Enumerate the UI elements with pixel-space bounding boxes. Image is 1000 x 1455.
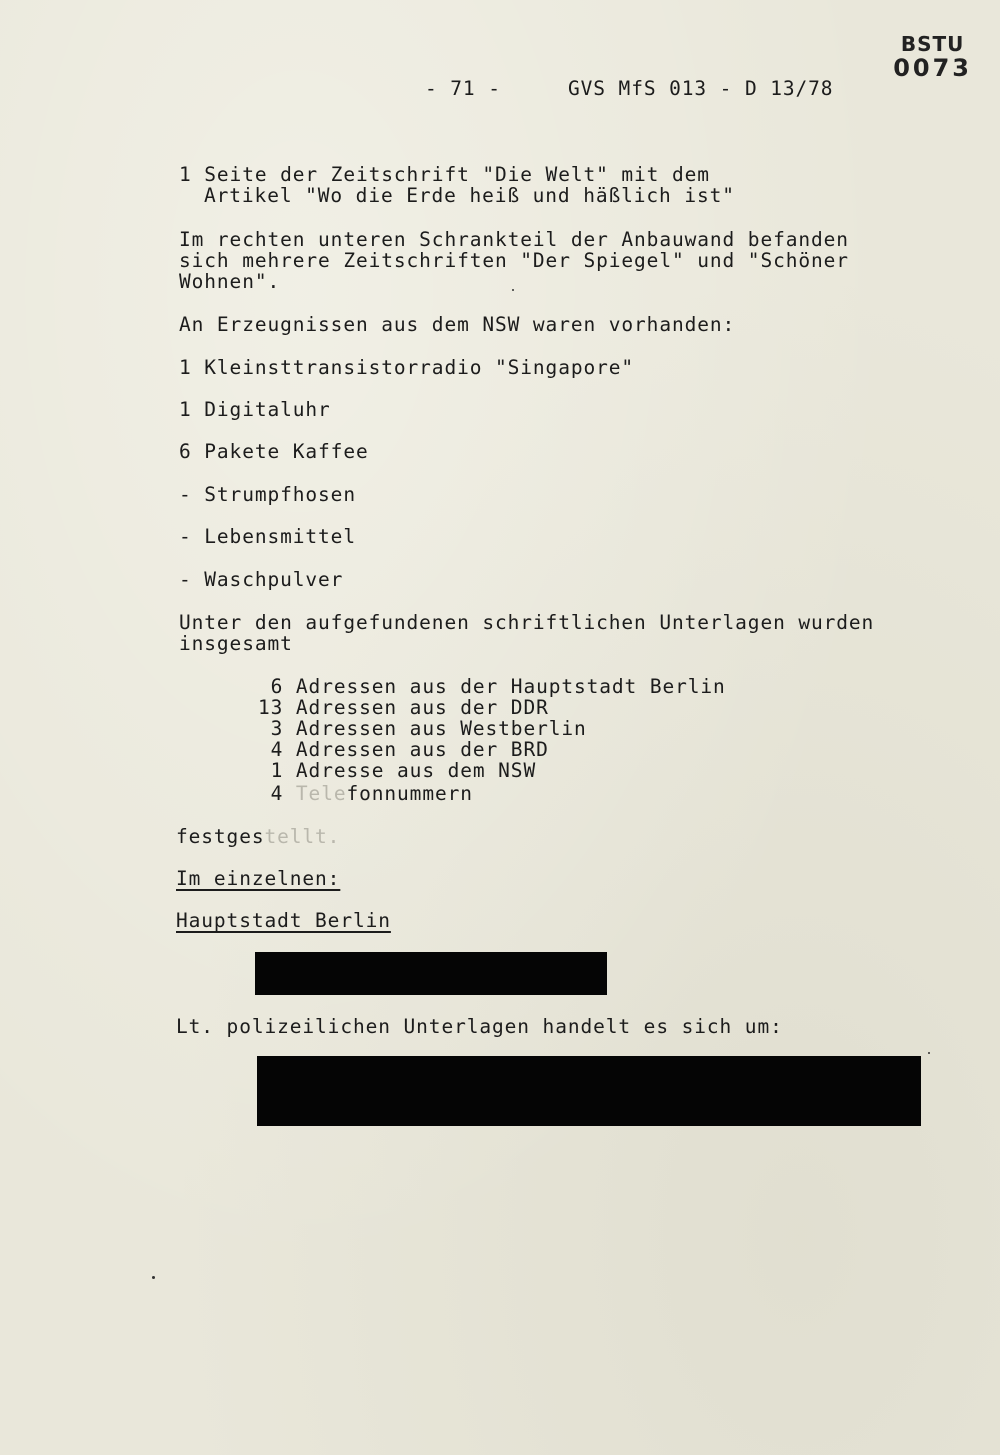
unterlagen-line1: Unter den aufgefundenen schriftlichen Unterlagen wurden [179, 611, 875, 634]
paper-speck [512, 289, 514, 291]
festgestellt-line [176, 826, 340, 847]
address-count-row: 1 Adresse aus dem NSW [258, 759, 537, 782]
address-count-row: 3 Adressen aus Westberlin [258, 717, 587, 740]
telefon-label-faded: Tele [295, 782, 347, 805]
stamp-archive-name: BSTU [900, 32, 965, 56]
telefon-label: fonnummern [346, 782, 473, 805]
heading-hauptstadt-berlin: Hauptstadt Berlin [176, 909, 391, 932]
polizei-line: Lt. polizeilichen Unterlagen handelt es sich um: [176, 1015, 783, 1038]
archive-stamp [893, 34, 972, 80]
heading-im-einzelnen: Im einzelnen: [176, 867, 341, 890]
item-zeitschrift-line2: Artikel "Wo die Erde heiß und häßlich ist" [204, 184, 735, 207]
paper-speck [928, 1052, 930, 1054]
document-reference: GVS MfS 013 - D 13/78 [568, 77, 834, 100]
redaction-block [257, 1056, 921, 1126]
paragraph-schrank-line3: Wohnen". [179, 270, 281, 293]
nsw-item: - Strumpfhosen [179, 483, 356, 506]
telefon-count: 4 [258, 782, 284, 805]
address-count-row: 4 Adressen aus der BRD [258, 738, 549, 761]
nsw-item: 6 Pakete Kaffee [179, 440, 369, 463]
telefon-count-row [258, 783, 473, 804]
unterlagen-line2: insgesamt [179, 632, 293, 655]
item-zeitschrift-line1: 1 Seite der Zeitschrift "Die Welt" mit dem [179, 163, 710, 186]
redaction-block [255, 952, 607, 995]
paragraph-schrank-line1: Im rechten unteren Schrankteil der Anbauwand befanden [179, 228, 849, 251]
paragraph-schrank-line2: sich mehrere Zeitschriften "Der Spiegel" und "Schöner [179, 249, 849, 272]
paper-speck [152, 1276, 155, 1279]
nsw-item: 1 Kleinsttransistorradio "Singapore" [179, 356, 635, 379]
nsw-item: 1 Digitaluhr [179, 398, 331, 421]
nsw-item: - Waschpulver [179, 568, 344, 591]
festgestellt-visible: festges [176, 825, 265, 848]
address-count-row: 13 Adressen aus der DDR [258, 696, 549, 719]
nsw-intro: An Erzeugnissen aus dem NSW waren vorhanden: [179, 313, 736, 336]
nsw-item: - Lebensmittel [179, 525, 356, 548]
stamp-page-number: 0073 [893, 54, 972, 82]
page-number: - 71 - [425, 77, 501, 100]
address-count-row: 6 Adressen aus der Hauptstadt Berlin [258, 675, 726, 698]
festgestellt-faded: tellt. [264, 825, 341, 848]
